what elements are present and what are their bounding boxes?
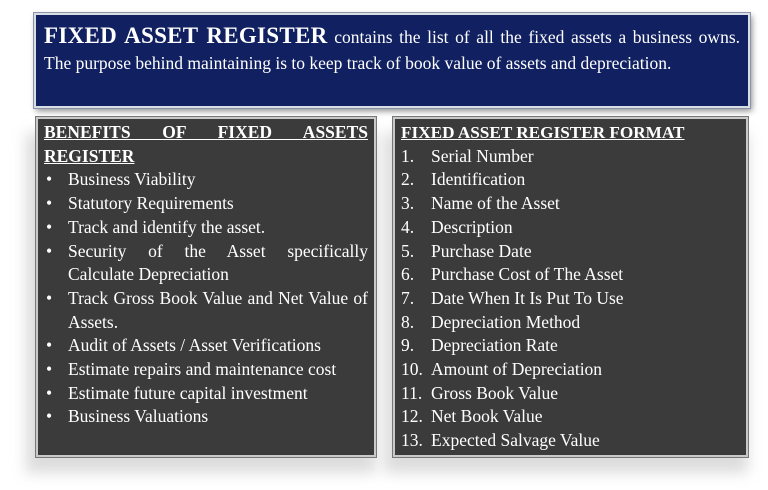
- benefits-panel: [36, 117, 376, 457]
- list-item: • Estimate future capital investment: [44, 382, 368, 406]
- format-heading: FIXED ASSET REGISTER FORMAT: [401, 123, 685, 142]
- bullet-icon: •: [46, 382, 53, 403]
- bullet-icon: •: [46, 169, 53, 190]
- list-item: • Business Valuations: [44, 405, 368, 429]
- list-item: 2. Identification: [401, 169, 526, 190]
- bullet-icon: •: [46, 287, 53, 308]
- benefits-list: [44, 168, 368, 429]
- bullet-icon: •: [46, 359, 53, 380]
- bullet-icon: •: [46, 216, 53, 237]
- bullet-icon: •: [46, 406, 53, 427]
- list-item: 12. Net Book Value: [401, 406, 543, 427]
- list-item: • Statutory Requirements: [44, 192, 368, 216]
- list-item: • Security of the Asset specifically Calculate Depreciation: [44, 240, 368, 287]
- list-item: 8. Depreciation Method: [401, 311, 581, 332]
- list-item: 4. Description: [401, 216, 513, 237]
- format-panel: [393, 117, 748, 457]
- list-item: • Audit of Assets / Asset Verifications: [44, 334, 368, 358]
- list-item: 9. Depreciation Rate: [401, 335, 558, 356]
- list-item: • Estimate repairs and maintenance cost: [44, 358, 368, 382]
- list-item: 11. Gross Book Value: [401, 382, 559, 403]
- list-item: 1. Serial Number: [401, 145, 534, 166]
- bullet-icon: •: [46, 193, 53, 214]
- list-item: • Track Gross Book Value and Net Value of Assets.: [44, 287, 368, 334]
- list-item: 5. Purchase Date: [401, 240, 532, 261]
- list-item: • Business Viability: [44, 168, 368, 192]
- intro-banner: [34, 13, 750, 108]
- list-item: • Track and identify the asset.: [44, 216, 368, 240]
- banner-text: contains the list of all the fixed assets a business owns. The purpose behind maintaining is to keep track of book value of assets and depreciation.: [44, 27, 741, 73]
- list-item: 13. Expected Salvage Value: [401, 430, 600, 451]
- list-item: 10. Amount of Depreciation: [401, 359, 603, 380]
- list-item: 7. Date When It Is Put To Use: [401, 287, 624, 308]
- bullet-icon: •: [46, 240, 53, 261]
- list-item: 6. Purchase Cost of The Asset: [401, 264, 624, 285]
- format-list: [401, 145, 740, 453]
- banner-title: FIXED ASSET REGISTER: [44, 23, 328, 48]
- list-item: 3. Name of the Asset: [401, 193, 560, 214]
- bullet-icon: •: [46, 335, 53, 356]
- benefits-heading: BENEFITS OF FIXED ASSETS REGISTER: [44, 122, 368, 166]
